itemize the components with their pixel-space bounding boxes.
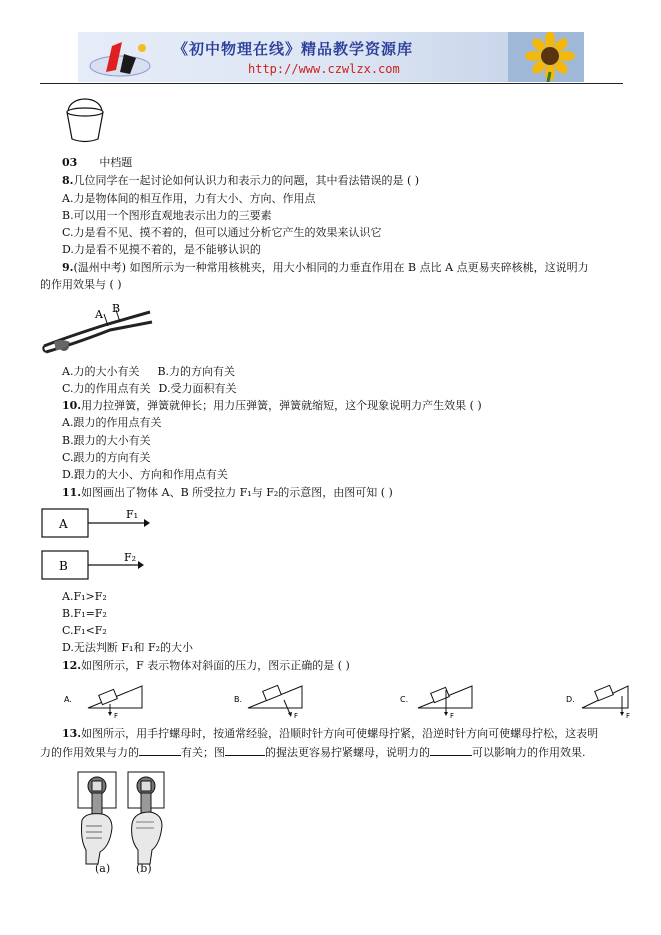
option: C.F₁<F₂	[62, 624, 107, 637]
option: B.力的方向有关	[157, 365, 236, 378]
option: B.跟力的大小有关	[62, 434, 151, 447]
force-label: F	[114, 712, 119, 720]
question-8	[62, 174, 419, 187]
question-stem: (温州中考) 如图所示为一种常用核桃夹，用大小相同的力垂直作用在 B 点比 A 点更易夹碎核桃，这说明力	[73, 261, 589, 274]
incline-figure-d	[566, 685, 630, 720]
option: D.受力面积有关	[158, 382, 237, 395]
incline-figure-b	[234, 685, 302, 720]
question-11	[62, 486, 393, 499]
force-1-label: F₁	[126, 508, 139, 521]
stem-part: 可以影响力的作用效果.	[472, 746, 586, 759]
option: C.力是看不见、摸不着的，但可以通过分析它产生的效果来认识它	[62, 226, 382, 239]
box-a-label: A	[59, 517, 68, 531]
question-number: 13.	[62, 727, 82, 740]
question-stem-continued: 的作用效果与 ( )	[40, 278, 122, 291]
stem-part: 的握法更容易拧紧螺母，说明力的	[265, 746, 430, 759]
caption-a: (a)	[95, 862, 111, 875]
wrench-figures	[72, 768, 172, 878]
section-header	[62, 156, 132, 169]
incline-figure-c	[400, 686, 472, 720]
header-banner	[78, 32, 584, 82]
point-a-label: A	[95, 308, 103, 321]
option: D.力是看不见摸不着的，是不能够认识的	[62, 243, 261, 256]
sunflower-icon	[508, 32, 584, 82]
incline-figures	[60, 680, 640, 720]
option: D.跟力的大小、方向和作用点有关	[62, 468, 228, 481]
question-stem: 如图所示，F 表示物体对斜面的压力，图示正确的是 ( )	[81, 659, 350, 672]
question-10	[62, 399, 482, 412]
option: A.跟力的作用点有关	[62, 416, 162, 429]
nutcracker-figure	[40, 296, 160, 356]
question-number: 12.	[62, 659, 82, 672]
answer-blank[interactable]	[430, 745, 472, 756]
force-label: F	[626, 712, 631, 720]
figure-label: B.	[234, 695, 243, 704]
question-number: 11.	[62, 486, 82, 499]
incline-figure-a	[64, 686, 142, 720]
section-label: 中档题	[99, 156, 133, 169]
wrench-figure-b	[128, 772, 164, 864]
figure-label: D.	[566, 695, 575, 704]
option: A.F₁>F₂	[62, 590, 107, 603]
options-row	[62, 365, 235, 378]
question-13	[62, 727, 598, 740]
answer-blank[interactable]	[225, 745, 265, 756]
header-rule	[40, 83, 623, 84]
force-label: F	[294, 712, 299, 720]
question-number: 8.	[62, 174, 74, 187]
force-label: F	[450, 712, 455, 720]
stem-part: 力的作用效果与力的	[40, 746, 139, 759]
answer-blank[interactable]	[139, 745, 181, 756]
question-stem: 如图所示，用手拧螺母时，按通常经验，沿顺时针方向可使螺母拧紧，沿逆时针方向可使螺母拧松，这表明	[81, 727, 599, 740]
box-b-label: B	[59, 559, 68, 573]
question-stem-continued	[40, 745, 586, 759]
option: B.可以用一个图形直观地表示出力的三要素	[62, 209, 272, 222]
question-stem: 几位同学在一起讨论如何认识力和表示力的问题，其中看法错误的是 ( )	[73, 174, 420, 187]
question-stem: 用力拉弹簧，弹簧就伸长；用力压弹簧，弹簧就缩短，这个现象说明力产生效果 ( )	[81, 399, 482, 412]
question-stem: 如图画出了物体 A、B 所受拉力 F₁与 F₂的示意图，由图可知 ( )	[81, 486, 393, 499]
option: A.力是物体间的相互作用，力有大小、方向、作用点	[62, 192, 316, 205]
banner-title: 《初中物理在线》精品教学资源库	[173, 40, 414, 58]
force-diagram	[40, 506, 160, 582]
logo-icon	[86, 36, 156, 80]
banner-url[interactable]: http://www.czwlzx.com	[248, 62, 400, 76]
question-number: 10.	[62, 399, 82, 412]
figure-label: A.	[64, 695, 72, 704]
option: C.跟力的方向有关	[62, 451, 151, 464]
force-2-label: F₂	[124, 551, 137, 564]
stem-part: 有关；图	[181, 746, 225, 759]
section-number: 03	[62, 156, 78, 169]
point-b-label: B	[112, 302, 121, 315]
question-9	[62, 261, 589, 274]
caption-b: (b)	[136, 862, 152, 875]
option: C.力的作用点有关	[62, 382, 151, 395]
bucket-figure	[62, 95, 108, 147]
options-row	[62, 382, 236, 395]
figure-label: C.	[400, 695, 409, 704]
option: A.力的大小有关	[62, 365, 140, 378]
wrench-figure-a	[78, 772, 116, 864]
question-number: 9.	[62, 261, 74, 274]
option: B.F₁=F₂	[62, 607, 107, 620]
question-12	[62, 659, 350, 672]
option: D.无法判断 F₁和 F₂的大小	[62, 641, 194, 654]
